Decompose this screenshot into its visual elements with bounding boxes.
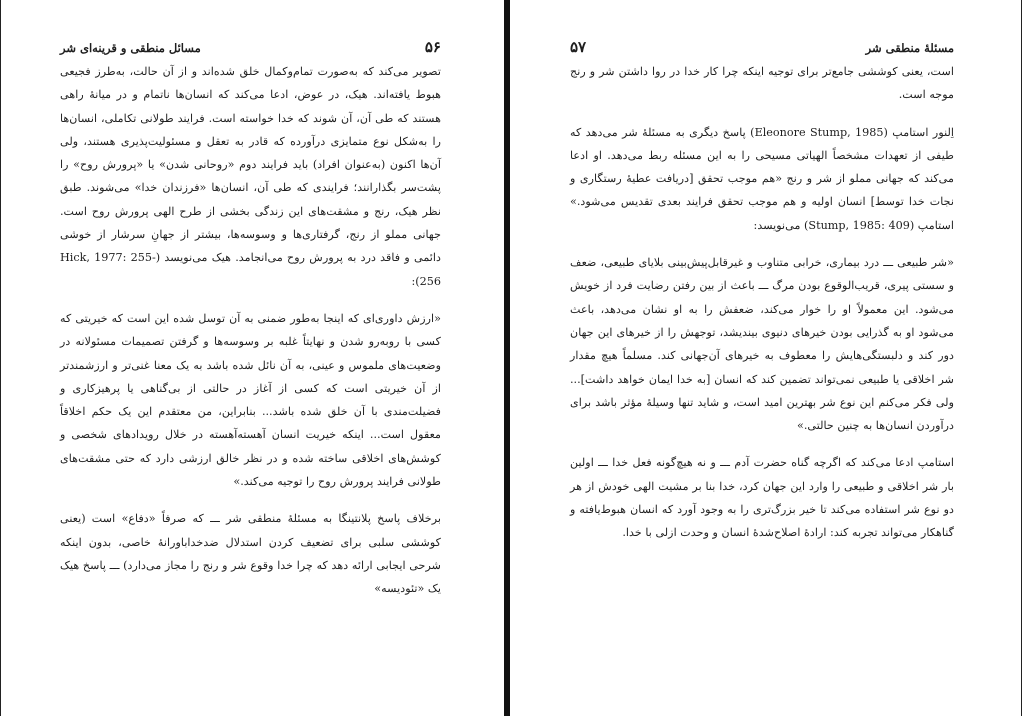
right-paragraph-4: استامپ ادعا می‌کند که اگرچه گناه حضرت آدم ـــ و نه هیچ‌گونه فعل خدا ـــ اولین بار شر اخلاقی و طبیعی را وارد این جهان کرد، خدا بنا بر مشیت الهی خودش از هر دو نوع شر استفاده می‌کند تا خیر بزرگ‌تری را به وجود آورد که انسان هبوط‌یافته و گناهکار می‌تواند تجربه کند: ارادهٔ اصلاح‌شدهٔ انسان و وحدت ازلی با خدا. (570, 456, 954, 540)
right-page-header (570, 38, 954, 60)
left-quote-hick: «ارزش داوری‌ای که اینجا به‌طور ضمنی به آن توسل شده این است که خیریتی که کسی با روبه‌رو شدن و نهایتاً غلبه بر وسوسه‌ها و گرفتن تصمیمات مسئولانه در وضعیت‌های ملموس و عینی، به آن نائل شده باشد به یک معنا غنی‌تر و ارزشمندتر از آن خیریتی است که کسی از آغاز در حالتی از بی‌گناهی یا پرهیزکاری و فضیلت‌مندی با آن خلق شده باشد... بنابراین، من معتقدم این یک حکم اخلاقاً معقول است... اینکه خیریت انسان آهسته‌آهسته در خلال رویدادهای شخصی و کوشش‌های اخلاقی ساخته شده و در نظر خالق ارزشی دارد که حتی مشقت‌های طولانی فرایند پرورش روح را توجیه می‌کند.» (60, 311, 441, 489)
left-paragraph-1: تصویر می‌کند که به‌صورت تمام‌وکمال خلق شده‌اند و از آن حالت، به‌طرز فجیعی هبوط یافته‌اند. هیک، در عوض، ادعا می‌کند که انسان‌ها ناتمام و در میانهٔ راهی هستند که طی آن، آن شوند که خدا خواسته است. فرایند طولانی تکاملی، انسان‌ها را به‌شکل نوع متمایزی درآورده که قادر به تعقل و مسئولیت‌پذیری هستند، ولی آن‌ها اکنون (به‌عنوان افراد) باید فرایند دوم «روحانی شدن» یا «پرورش روح» را پشت‌سر بگذارانند؛ فرایندی که طی آن، انسان‌ها «فرزندان خدا» می‌شوند. طبق نظر هیک، رنج و مشقت‌های این زندگی بخشی از طرح الهی پرورش روح است. جهانی مملو از رنج، گرفتاری‌ها و وسوسه‌ها، بیشتر از جهانِ سرشار از خوشی دائمی و فاقد درد به پرورش روح می‌انجامد. هیک می‌نویسد (Hick, 1977: 255-256): (60, 65, 441, 288)
right-page-number: ۵۷ (570, 38, 587, 56)
right-quote-stump: «شر طبیعی ـــ درد بیماری، خرابی متناوب و غیرقابل‌پیش‌بینی بلایای طبیعی، ضعف و سستی پیری، قریب‌الوقوع بودن مرگ ـــ باعث از بین رفتن رضایت فرد از خویش می‌شود. این معمولاً او را خوار می‌کند، ضعفش را به او نشان می‌دهد، باعث می‌شود او به گذرایی بودن خیرهای دنیوی بیندیشد، توجهش را از خیرهای این جهان دور کند و دلبستگی‌هایش را معطوف به خیرهای آن‌جهانی کند. مسلماً هیچ مقدار شر اخلاقی یا طبیعی نمی‌تواند تضمین کند که انسان [به خدا ایمان خواهد داشت]... ولی فکر می‌کنم این نوع شر بهترین امید است، و شاید تنها وسیلهٔ مؤثر باشد برای درآوردن انسان‌ها به چنین حالتی.» (570, 256, 954, 433)
left-page (0, 0, 506, 716)
left-page-header (60, 38, 441, 60)
right-running-title: مسئلهٔ منطقی شر (865, 41, 954, 55)
left-page-body (60, 60, 441, 601)
left-page-number: ۵۶ (424, 38, 441, 56)
right-page-body (570, 60, 954, 545)
left-paragraph-3: برخلاف پاسخ پلانتینگا به مسئلهٔ منطقی شر ـــ که صرفاً «دفاع» است (یعنی کوششی سلبی برای تضعیف کردن استدلال ضدخداباورانهٔ خاصی، بدون اینکه شرحی ایجابی ارائه دهد که چرا خدا وقوع شر و رنج را مجاز می‌دارد) ـــ پاسخ هیک یک «تئودیسه» (60, 512, 441, 596)
right-paragraph-stump: اِلنور استامپ (Eleonore Stump, 1985) پاسخ دیگری به مسئلهٔ شر می‌دهد که طیفی از تعهدات مشخصاً الهیاتی مسیحی را به این مسئله ربط می‌دهد. او ادعا می‌کند که جهانی مملو از شر و رنج «هم موجب تحقق [دریافت عطیهٔ رستگاری و نجات خدا توسط] انسان اولیه و هم موجب تحقق فرایند بعدی تقدیس می‌شود.» استامپ (Stump, 1985: 409) می‌نویسد: (570, 125, 955, 232)
left-running-title: مسائل منطقی و قرینه‌ای شر (60, 41, 201, 55)
right-page (510, 0, 1024, 716)
right-paragraph-1: است، یعنی کوششی جامع‌تر برای توجیه اینکه چرا کار خدا در روا داشتن شر و رنج موجه است. (570, 65, 954, 102)
